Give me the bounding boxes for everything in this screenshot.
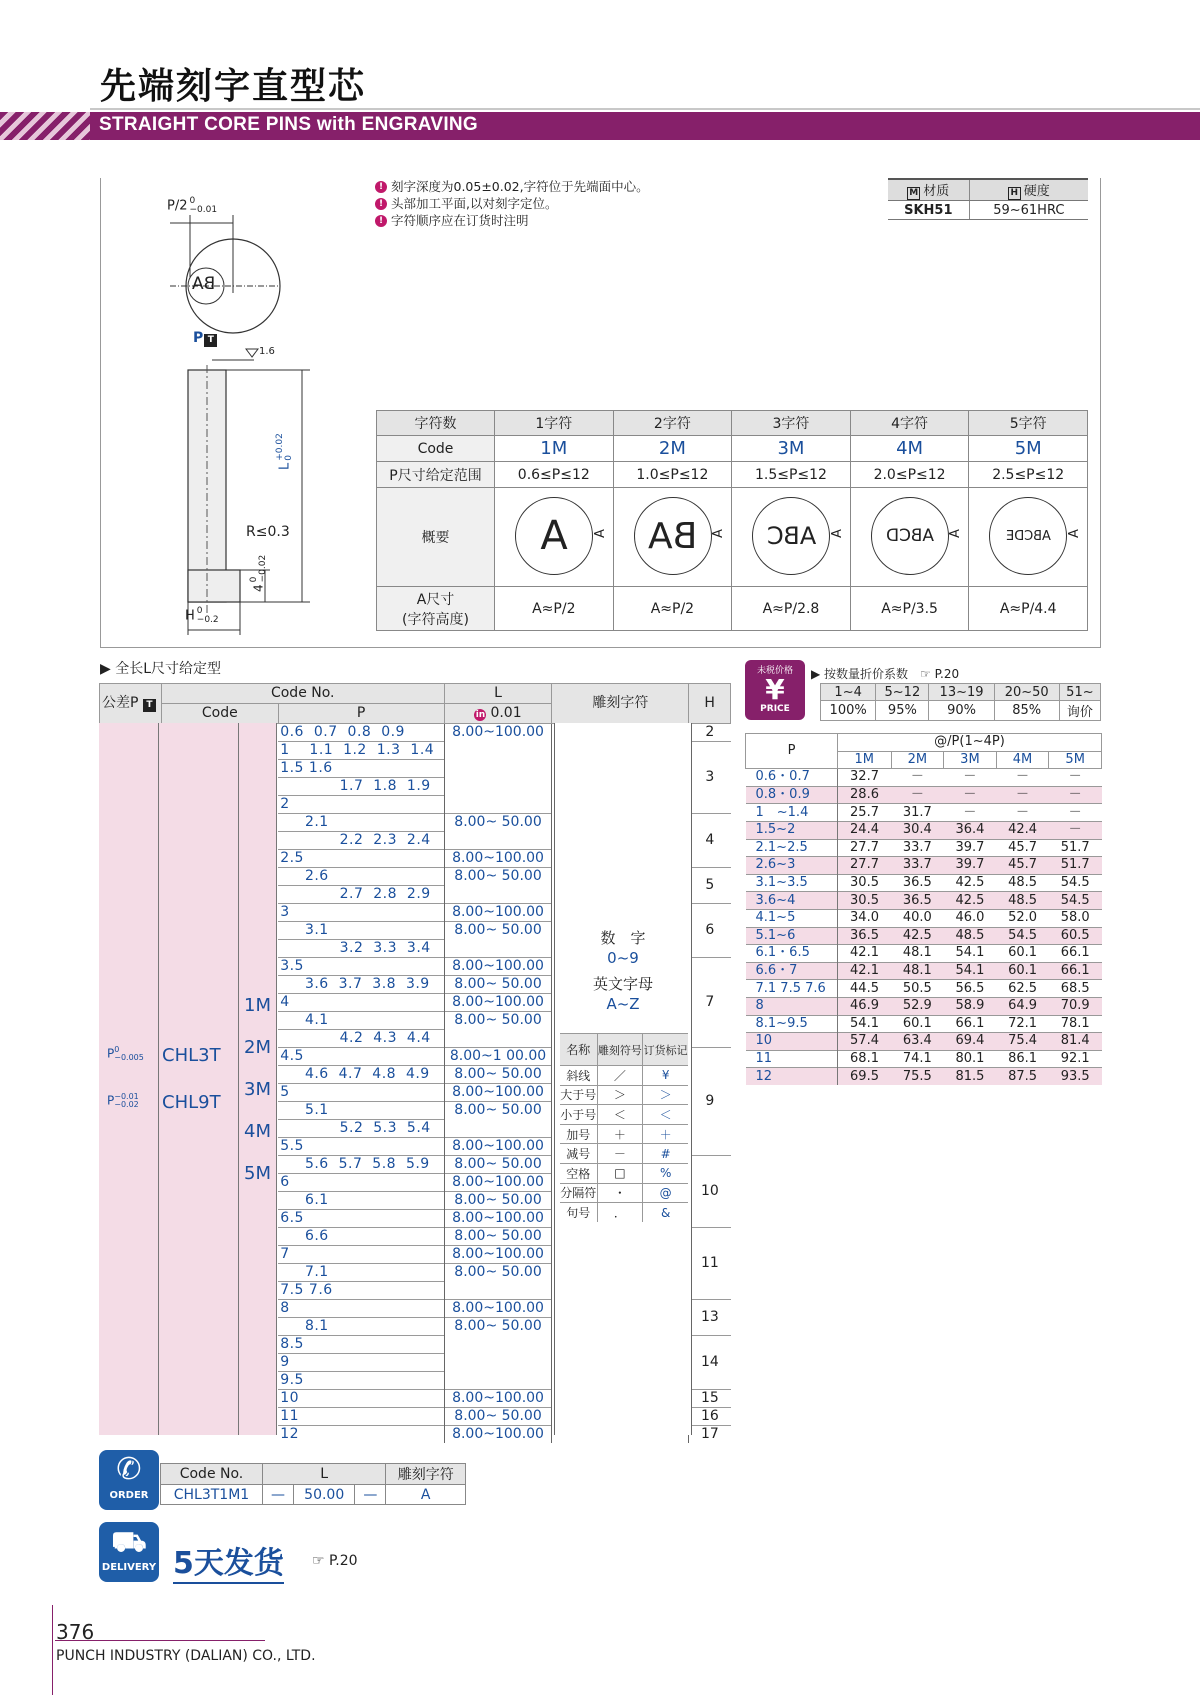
- p-cell: 4: [278, 994, 444, 1012]
- p-cell: 7: [278, 1246, 444, 1264]
- l-cell: 8.00~100.00: [444, 1210, 552, 1228]
- code-column: [159, 723, 239, 1435]
- l-header: L: [444, 684, 552, 704]
- h-cell: 9: [689, 1048, 731, 1156]
- h-cell: 2: [689, 724, 731, 742]
- l-cell: [444, 742, 552, 760]
- price-row: 4.1~5 34.0 40.0 46.0 52.0 58.0: [746, 909, 1102, 927]
- section-title: ▶ 全长L尺寸给定型: [100, 661, 222, 677]
- outline-5: ABCDE A: [969, 488, 1088, 587]
- price-row: 6.6・7 42.1 48.1 54.1 60.1 66.1: [746, 962, 1102, 980]
- spec-chars: 4字符: [850, 411, 969, 436]
- engr-header: 雕刻字符: [552, 684, 689, 724]
- p2-dim: P/2 0 −0.01: [167, 196, 218, 215]
- l-cell: 8.00~1 00.00: [444, 1048, 552, 1066]
- h-cell: 14: [689, 1336, 731, 1390]
- symbol-row: 分隔符 ・ @: [560, 1183, 688, 1203]
- p-header: P: [278, 704, 444, 724]
- p-cell: 6.6: [278, 1228, 444, 1246]
- rate-value: 100%: [821, 701, 876, 721]
- l-cell: 8.00~100.00: [444, 724, 552, 742]
- spec-row-label: P尺寸给定范围: [377, 462, 495, 488]
- spec-chars: 3字符: [732, 411, 851, 436]
- symbol-row: 句号 ． &: [560, 1203, 688, 1223]
- price-row: 2.1~2.5 27.7 33.7 39.7 45.7 51.7: [746, 839, 1102, 857]
- spec-adim: A≈P/2: [495, 587, 614, 631]
- spec-adim: A≈P/3.5: [850, 587, 969, 631]
- rate-qty: 5~12: [876, 684, 929, 701]
- note-item: ! 刻字深度为0.05±0.02,字符位于先端面中心。: [375, 178, 649, 195]
- spec-table: [376, 410, 1088, 631]
- l-cell: [444, 1354, 552, 1372]
- delivery-ref: ☞ P.20: [312, 1553, 358, 1569]
- rate-value: 85%: [994, 701, 1059, 721]
- material-table: [888, 178, 1088, 220]
- p-cell: 7.1: [278, 1264, 444, 1282]
- p-cell: 0.6 0.7 0.8 0.9: [278, 724, 444, 742]
- spec-row-label: 字符数: [377, 411, 495, 436]
- tol-1: P0 −0.005: [107, 1045, 144, 1062]
- symbol-row: 减号 － #: [560, 1144, 688, 1164]
- p-cell: 4.2 4.3 4.4: [278, 1030, 444, 1048]
- l-cell: [444, 1336, 552, 1354]
- spec-row-label: A尺寸 (字符高度): [377, 587, 495, 631]
- p-cell: 7.5 7.6: [278, 1282, 444, 1300]
- price-badge: 未税价格 ¥ PRICE: [745, 660, 805, 720]
- p-cell: 6: [278, 1174, 444, 1192]
- mcode-list: 1M 2M 3M 4M 5M: [244, 995, 271, 1184]
- tol-column: [99, 723, 159, 1435]
- price-row: 1.5~2 24.4 30.4 36.4 42.4 －: [746, 821, 1102, 839]
- phone-icon: ✆: [116, 1452, 142, 1487]
- l-cell: 8.00~ 50.00: [444, 922, 552, 940]
- l-cell: 8.00~100.00: [444, 850, 552, 868]
- code-no-header: Code No.: [161, 684, 444, 704]
- code-header: Code: [161, 704, 278, 724]
- p-cell: 5.5: [278, 1138, 444, 1156]
- company-name: PUNCH INDUSTRY (DALIAN) CO., LTD.: [56, 1648, 316, 1664]
- rate-qty: 13~19: [929, 684, 994, 701]
- code-chl3t: CHL3T: [162, 1045, 221, 1066]
- p-cell: 4.5: [278, 1048, 444, 1066]
- h-cell: 13: [689, 1300, 731, 1336]
- spec-range: 1.0≤P≤12: [613, 462, 732, 488]
- delivery-days: 5天发货: [173, 1538, 284, 1584]
- p-cell: 9: [278, 1354, 444, 1372]
- h-header: H: [689, 684, 731, 724]
- spec-range: 0.6≤P≤12: [495, 462, 614, 488]
- p-cell: 1.7 1.8 1.9: [278, 778, 444, 796]
- price-col-header: 2M: [891, 751, 944, 769]
- spec-adim: A≈P/2.8: [732, 587, 851, 631]
- outline-3: ABC A: [732, 488, 851, 587]
- l-cell: 8.00~ 50.00: [444, 1264, 552, 1282]
- spec-adim: A≈P/4.4: [969, 587, 1088, 631]
- p-cell: 2.1: [278, 814, 444, 832]
- spec-range: 1.5≤P≤12: [732, 462, 851, 488]
- p-cell: 8.1: [278, 1318, 444, 1336]
- p-cell: 6.1: [278, 1192, 444, 1210]
- engrave-column: 数 字 0~9 英文字母 A~Z 名称 雕刻符号 订货标记 斜线 ／ ¥ 大于号 ＞ ＞ 小于号 ＜ ＜ 加号 ＋ ＋ 减号 － # 空格 □ % 分隔符 ・ @ 句号 ． &: [554, 723, 692, 1435]
- spec-code: 2M: [613, 436, 732, 462]
- price-col-header: 1M: [838, 751, 892, 769]
- h-cell: 5: [689, 868, 731, 904]
- p-cell: 6.5: [278, 1210, 444, 1228]
- rate-qty: 20~50: [994, 684, 1059, 701]
- l-cell: 8.00~100.00: [444, 1390, 552, 1408]
- h-cell: 3: [689, 742, 731, 814]
- footer-vrule: [52, 1605, 53, 1695]
- tol-header: 公差P T: [100, 684, 162, 724]
- p-cell: 4.6 4.7 4.8 4.9: [278, 1066, 444, 1084]
- outline-2: BA A: [613, 488, 732, 587]
- yen-icon: ¥: [765, 673, 785, 706]
- symbol-row: 斜线 ／ ¥: [560, 1066, 688, 1086]
- h-cell: 17: [689, 1426, 731, 1444]
- price-row: 10 57.4 63.4 69.4 75.4 81.4: [746, 1033, 1102, 1051]
- price-row: 3.1~3.5 30.5 36.5 42.5 48.5 54.5: [746, 874, 1102, 892]
- p-cell: 8.5: [278, 1336, 444, 1354]
- p-dim: P T: [193, 330, 220, 347]
- spec-code: 5M: [969, 436, 1088, 462]
- p-cell: 12: [278, 1426, 444, 1444]
- note-item: ! 字符顺序应在订货时注明: [375, 212, 649, 229]
- p-cell: 1.5 1.6: [278, 760, 444, 778]
- alert-icon: !: [375, 215, 387, 227]
- symbol-row: 小于号 ＜ ＜: [560, 1105, 688, 1125]
- spec-row-label: 概要: [377, 488, 495, 587]
- price-p-header: P: [746, 734, 838, 769]
- symbol-row: 空格 □ %: [560, 1163, 688, 1183]
- rate-value: 询价: [1059, 701, 1100, 721]
- h-cell: 16: [689, 1408, 731, 1426]
- p-cell: 3.2 3.3 3.4: [278, 940, 444, 958]
- p-cell: 10: [278, 1390, 444, 1408]
- p-cell: 2.5: [278, 850, 444, 868]
- l-cell: 8.00~100.00: [444, 1426, 552, 1444]
- l-cell: [444, 1120, 552, 1138]
- header-rule: [90, 108, 1200, 110]
- l-cell: 8.00~ 50.00: [444, 1066, 552, 1084]
- l-cell: 8.00~ 50.00: [444, 1192, 552, 1210]
- four-dim: 40 −0.02: [249, 554, 268, 592]
- rate-qty: 51~: [1059, 684, 1100, 701]
- notes: [375, 178, 649, 229]
- l-cell: 8.00~ 50.00: [444, 1318, 552, 1336]
- h-cell: 11: [689, 1228, 731, 1300]
- roughness-1-6: 1.6: [259, 346, 275, 357]
- price-row: 8 46.9 52.9 58.9 64.9 70.9: [746, 997, 1102, 1015]
- spec-adim: A≈P/2: [613, 587, 732, 631]
- p-cell: 9.5: [278, 1372, 444, 1390]
- price-col-header: 3M: [944, 751, 997, 769]
- alert-icon: !: [375, 181, 387, 193]
- l-cell: 8.00~100.00: [444, 1300, 552, 1318]
- h-cell: 10: [689, 1156, 731, 1228]
- l-cell: [444, 778, 552, 796]
- l-cell: 8.00~ 50.00: [444, 1156, 552, 1174]
- p-cell: 3.5: [278, 958, 444, 976]
- p-cell: 5.2 5.3 5.4: [278, 1120, 444, 1138]
- rate-table: [820, 683, 1101, 721]
- price-row: 12 69.5 75.5 81.5 87.5 93.5: [746, 1068, 1102, 1086]
- spec-chars: 2字符: [613, 411, 732, 436]
- h-cell: 15: [689, 1390, 731, 1408]
- p-cell: 3.6 3.7 3.8 3.9: [278, 976, 444, 994]
- spec-code: 1M: [495, 436, 614, 462]
- price-row: 7.1 7.5 7.6 44.5 50.5 56.5 62.5 68.5: [746, 980, 1102, 998]
- spec-row-label: Code: [377, 436, 495, 462]
- note-item: ! 头部加工平面,以对刻字定位。: [375, 195, 649, 212]
- material-value: SKH51: [888, 201, 969, 220]
- spec-range: 2.5≤P≤12: [969, 462, 1088, 488]
- l-cell: 8.00~100.00: [444, 1138, 552, 1156]
- rate-value: 90%: [929, 701, 994, 721]
- rate-qty: 1~4: [821, 684, 876, 701]
- l-cell: 8.00~ 50.00: [444, 868, 552, 886]
- truck-icon: ⛟: [111, 1525, 147, 1558]
- delivery-badge: ⛟ DELIVERY: [99, 1522, 159, 1582]
- price-row: 11 68.1 74.1 80.1 86.1 92.1: [746, 1050, 1102, 1068]
- p-cell: 2: [278, 796, 444, 814]
- price-row: 3.6~4 30.5 36.5 42.5 48.5 54.5: [746, 892, 1102, 910]
- p-cell: 5.1: [278, 1102, 444, 1120]
- spec-code: 4M: [850, 436, 969, 462]
- title-bar-stripes: [0, 112, 90, 140]
- l-cell: 8.00~ 50.00: [444, 1408, 552, 1426]
- outline-4: ABCD A: [850, 488, 969, 587]
- h-cell: 7: [689, 958, 731, 1048]
- p-cell: 5: [278, 1084, 444, 1102]
- p-cell: 11: [278, 1408, 444, 1426]
- rate-title: ▶ 按数量折价系数 ☞ P.20: [811, 667, 960, 681]
- l-cell: [444, 832, 552, 850]
- spec-code: 3M: [732, 436, 851, 462]
- h-cell: 4: [689, 814, 731, 868]
- symbol-row: 加号 ＋ ＋: [560, 1124, 688, 1144]
- l-cell: 8.00~100.00: [444, 994, 552, 1012]
- l-dim: L+0.02 0: [275, 433, 294, 470]
- price-row: 1 ~1.4 25.7 31.7 － － －: [746, 804, 1102, 822]
- p-cell: 3: [278, 904, 444, 922]
- tol-2: P−0.01 −0.02: [107, 1092, 139, 1109]
- spec-range: 2.0≤P≤12: [850, 462, 969, 488]
- price-row: 0.6・0.7 32.7 － － － －: [746, 769, 1102, 787]
- l-cell: 8.00~ 50.00: [444, 976, 552, 994]
- hardness-value: 59~61HRC: [969, 201, 1088, 220]
- l-cell: [444, 940, 552, 958]
- l-cell: [444, 1030, 552, 1048]
- order-badge: ✆ ORDER: [99, 1450, 159, 1510]
- order-example: Code No. L 雕刻字符 CHL3T1M1 — 50.00 — A: [160, 1463, 466, 1505]
- p-cell: 3.1: [278, 922, 444, 940]
- l-cell: [444, 1372, 552, 1390]
- p-cell: 5.6 5.7 5.8 5.9: [278, 1156, 444, 1174]
- price-row: 5.1~6 36.5 42.5 48.5 54.5 60.5: [746, 927, 1102, 945]
- l-cell: 8.00~ 50.00: [444, 1012, 552, 1030]
- l-cell: [444, 886, 552, 904]
- price-unit-header: @/P(1~4P): [838, 734, 1102, 752]
- price-row: 8.1~9.5 54.1 60.1 66.1 72.1 78.1: [746, 1015, 1102, 1033]
- h-dim: H 0 −0.2: [185, 606, 219, 625]
- spec-chars: 1字符: [495, 411, 614, 436]
- rate-value: 95%: [876, 701, 929, 721]
- p-cell: 2.2 2.3 2.4: [278, 832, 444, 850]
- price-row: 0.8・0.9 28.6 － － － －: [746, 786, 1102, 804]
- h-cell: 6: [689, 904, 731, 958]
- page-title-cn: 先端刻字直型芯: [100, 66, 367, 107]
- price-row: 2.6~3 27.7 33.7 39.7 45.7 51.7: [746, 857, 1102, 875]
- l-sub-header: in 0.01: [444, 704, 552, 724]
- symbol-table: 名称 雕刻符号 订货标记 斜线 ／ ¥ 大于号 ＞ ＞ 小于号 ＜ ＜ 加号 ＋ ＋ 减号 － # 空格 □ % 分隔符 ・ @ 句号 ． &: [560, 1033, 688, 1222]
- p-cell: 8: [278, 1300, 444, 1318]
- l-cell: 8.00~100.00: [444, 904, 552, 922]
- spec-chars: 5字符: [969, 411, 1088, 436]
- p-cell: 1 1.1 1.2 1.3 1.4: [278, 742, 444, 760]
- l-cell: 8.00~ 50.00: [444, 1228, 552, 1246]
- l-cell: [444, 796, 552, 814]
- p-cell: 2.7 2.8 2.9: [278, 886, 444, 904]
- material-header: M 材质: [888, 179, 969, 201]
- code-chl9t: CHL9T: [162, 1092, 221, 1113]
- page-number: 376: [56, 1620, 95, 1644]
- l-cell: 8.00~100.00: [444, 1084, 552, 1102]
- l-cell: 8.00~100.00: [444, 958, 552, 976]
- l-cell: 8.00~100.00: [444, 1246, 552, 1264]
- outline-1: A A: [495, 488, 614, 587]
- alert-icon: !: [375, 198, 387, 210]
- l-cell: 8.00~ 50.00: [444, 1102, 552, 1120]
- page-title-en: STRAIGHT CORE PINS with ENGRAVING: [99, 114, 479, 135]
- l-cell: [444, 1282, 552, 1300]
- radius-dim: R≤0.3: [246, 524, 290, 540]
- price-row: 6.1・6.5 42.1 48.1 54.1 60.1 66.1: [746, 945, 1102, 963]
- pin-drawing: [150, 185, 330, 635]
- symbol-row: 大于号 ＞ ＞: [560, 1085, 688, 1105]
- l-cell: 8.00~100.00: [444, 1174, 552, 1192]
- price-col-header: 5M: [1049, 751, 1102, 769]
- price-table: [745, 733, 1102, 1085]
- l-cell: 8.00~ 50.00: [444, 814, 552, 832]
- hardness-header: H 硬度: [969, 179, 1088, 201]
- l-cell: [444, 760, 552, 778]
- price-col-header: 4M: [996, 751, 1049, 769]
- engraving-ba: BA: [192, 274, 216, 294]
- p-cell: 2.6: [278, 868, 444, 886]
- p-cell: 4.1: [278, 1012, 444, 1030]
